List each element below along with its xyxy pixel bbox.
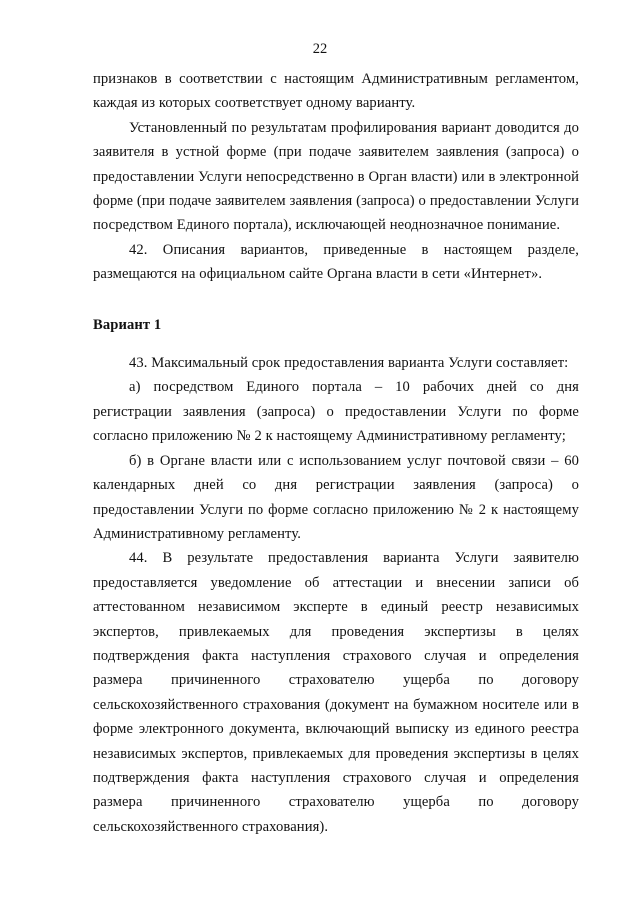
paragraph-continuation: признаков в соответствии с настоящим Административным регламентом, каждая из которых соответствует одному варианту. bbox=[93, 71, 579, 112]
paragraph-44: 44. В результате предоставления варианта Услуги заявителю предоставляется уведомление об аттестации и внесении записи об аттестованном независимом эксперте в единый реестр независимых экспертов, привлекаемых для проведения экспертизы в целях подтверждения факта наступления страхового случая и определения размера причиненного страхователю ущерба по договору сельскохозяйственного страхования (документ на бумажном носителе или в форме электронного документа, включающий выписку из единого реестра независимых экспертов, привлекаемых для проведения экспертизы в целях подтверждения факта наступления страхового случая и определения размера причиненного страхователю ущерба по договору сельскохозяйственного страхования). bbox=[93, 550, 579, 835]
document-body bbox=[93, 67, 579, 839]
paragraph-43b: б) в Органе власти или с использованием услуг почтовой связи – 60 календарных дней со дня регистрации заявления (запроса) о предоставлении Услуги по форме согласно приложению № 2 к настоящему Административному регламенту. bbox=[93, 452, 579, 542]
paragraph-variant-communication: Установленный по результатам профилирования вариант доводится до заявителя в устной форме (при подаче заявителем заявления (запроса) о предоставлении Услуги непосредственно в Орган власти) или в электронной форме (при подаче заявителем заявления (запроса) о предоставлении Услуги посредством Единого портала), исключающей неоднозначное понимание. bbox=[93, 119, 579, 234]
section-heading: Вариант 1 bbox=[93, 316, 162, 333]
page-number: 22 bbox=[312, 41, 328, 57]
paragraph-43a: а) посредством Единого портала – 10 рабочих дней со дня регистрации заявления (запроса) о предоставлении Услуги по форме согласно приложению № 2 к настоящему Административному регламенту; bbox=[93, 379, 579, 445]
paragraph-42: 42. Описания вариантов, приведенные в настоящем разделе, размещаются на официальном сайте Органа власти в сети «Интернет». bbox=[93, 241, 579, 283]
paragraph-43: 43. Максимальный срок предоставления варианта Услуги составляет: bbox=[129, 355, 569, 372]
